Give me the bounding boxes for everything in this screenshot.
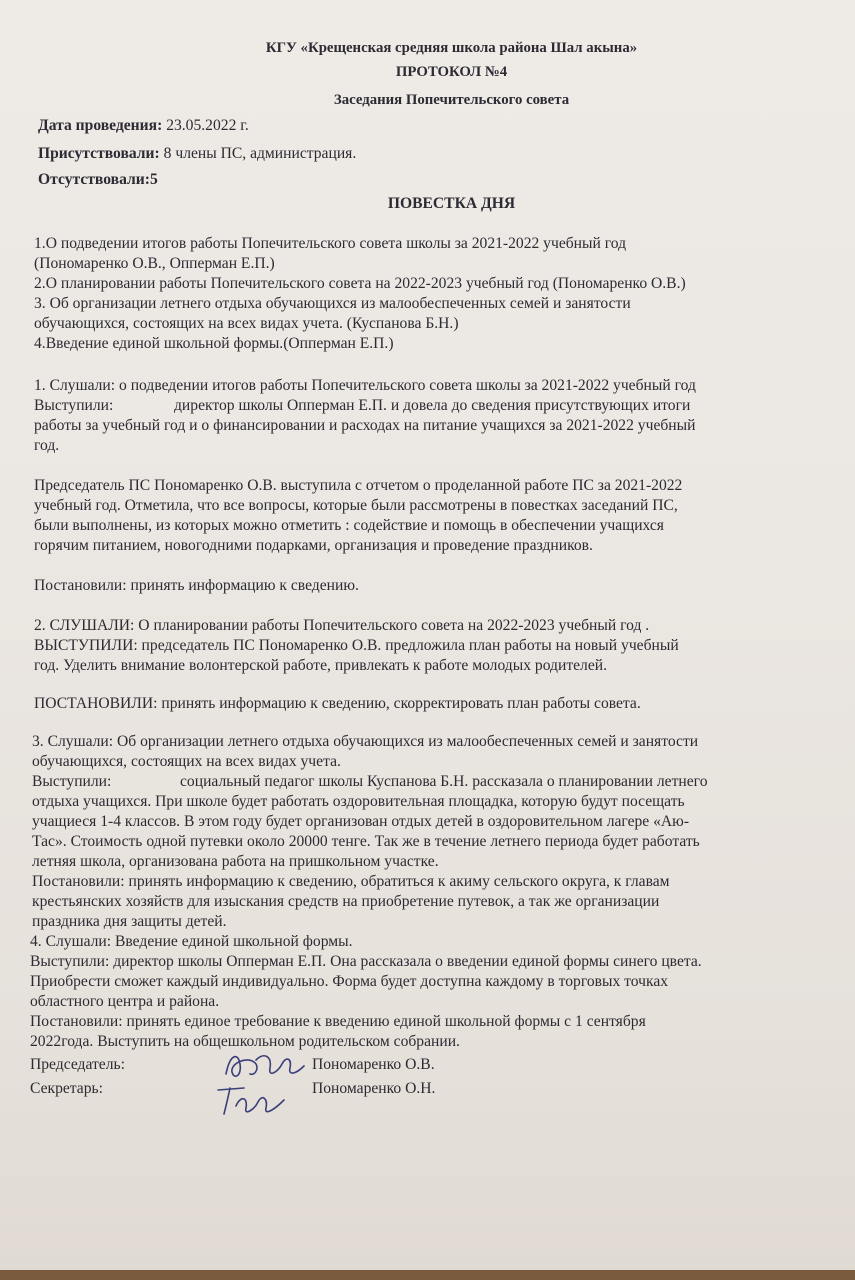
agenda-list (30, 234, 833, 354)
protocol-title: ПРОТОКОЛ №4 (395, 64, 508, 80)
date-value: 23.05.2022 г. (166, 117, 249, 134)
meta-absent (30, 170, 833, 190)
section-4-decided: 2022года. Выступить на общешкольном родительском собрании. (30, 1033, 460, 1050)
section-1-heard: 1. Слушали: о подведении итогов работы Попечительского совета школы за 2021-2022 учебный год (34, 377, 696, 394)
chair-role: Председатель: (30, 1056, 125, 1073)
section-1-spoke (34, 396, 833, 416)
school-name: КГУ «Крещенская средняя школа района Шал акына» (265, 40, 638, 56)
spoke-text: социальный педагог школы Куспанова Б.Н. рассказала о планировании летнего (180, 773, 708, 790)
section-3-decided: крестьянских хозяйств для изыскания средств на приобретение путевок, а так же организации (32, 893, 660, 910)
agenda-item: обучающихся, состоящих на всех видах учета. (Куспанова Б.Н.) (34, 315, 459, 332)
spoke-text: директор школы Опперман Е.П. и довела до сведения присутствующих итоги (174, 397, 691, 414)
meeting-title: Заседания Попечительского совета (333, 92, 570, 108)
section-3-decided: Постановили: принять информацию к сведению, обратиться к акиму сельского округа, к главам (32, 873, 670, 890)
section-3-heard: 3. Слушали: Об организации летнего отдыха обучающихся из малообеспеченных семей и занятости (32, 733, 699, 750)
spoke-label: Выступили: (34, 397, 114, 414)
section-3-decided: праздника дня защиты детей. (32, 913, 227, 930)
spoke-text: учащиеся 1-4 классов. В этом году будет организован отдых детей в оздоровительном лагере «Аю- (32, 813, 690, 830)
section-3-heard: обучающихся, состоящих на всех видах учета. (32, 753, 341, 770)
chair-signature-row (30, 1056, 833, 1078)
absent-value: 5 (149, 171, 158, 188)
section-2-spoke: год. Уделить внимание волонтерской работе, привлекать к работе молодых родителей. (34, 657, 607, 674)
section-4-spoke: Выступили: директор школы Опперман Е.П. Она рассказала о введении единой формы синего цвета. (30, 953, 702, 970)
section-1 (30, 376, 833, 596)
present-label: Присутствовали: (38, 145, 160, 162)
section-4-spoke: областного центра и района. (30, 993, 220, 1010)
secretary-signature-icon (214, 1080, 294, 1120)
agenda-item: (Пономаренко О.В., Опперман Е.П.) (34, 255, 275, 272)
spoke-text: отдыха учащихся. При школе будет работать оздоровительная площадка, которую будут посещать (32, 793, 685, 810)
chair-report-line: учебный год. Отметила, что все вопросы, которые были рассмотрены в повестках заседаний ПС, (34, 497, 678, 514)
bottom-edge (0, 1270, 855, 1280)
spoke-text: Тас». Стоимость одной путевки около 20000 тенге. Так же в течение летнего периода будет работать (32, 833, 700, 850)
spoke-label: Выступили: (32, 773, 112, 790)
section-1-decided: Постановили: принять информацию к сведению. (34, 577, 359, 594)
section-3 (30, 732, 833, 932)
section-2-heard: 2. СЛУШАЛИ: О планировании работы Попечительского совета на 2022-2023 учебный год . (34, 617, 650, 634)
date-label: Дата проведения: (38, 117, 163, 134)
absent-label: Отсутствовали: (38, 171, 150, 188)
secretary-name: Пономаренко О.Н. (312, 1080, 436, 1097)
section-4 (30, 932, 833, 1052)
spoke-text: работы за учебный год и о финансировании и расходах на питание учащихся за 2021-2022 учебный (34, 417, 696, 434)
spoke-text: год. (34, 437, 60, 454)
section-4-decided: Постановили: принять единое требование к введению единой школьной формы с 1 сентября (30, 1013, 646, 1030)
secretary-signature-row (30, 1080, 833, 1102)
agenda-item: 3. Об организации летнего отдыха обучающихся из малообеспеченных семей и занятости (34, 295, 631, 312)
meta-date (30, 116, 833, 136)
chair-report-line: горячим питанием, новогодними подарками, организация и проведение праздников. (34, 537, 593, 554)
chair-name: Пономаренко О.В. (312, 1056, 435, 1073)
chair-report-line: Председатель ПС Пономаренко О.В. выступила с отчетом о проделанной работе ПС за 2021-2022 (34, 477, 683, 494)
meta-present (30, 144, 833, 164)
secretary-role: Секретарь: (30, 1080, 103, 1097)
agenda-item: 1.О подведении итогов работы Попечительского совета школы за 2021-2022 учебный год (34, 235, 627, 252)
section-3-spoke (32, 772, 833, 792)
agenda-title: ПОВЕСТКА ДНЯ (387, 195, 516, 212)
section-4-heard: 4. Слушали: Введение единой школьной формы. (30, 933, 353, 950)
section-2-spoke: ВЫСТУПИЛИ: председатель ПС Пономаренко О.В. предложила план работы на новый учебный (34, 637, 679, 654)
present-value: 8 члены ПС, администрация. (163, 145, 357, 162)
signatures (30, 1056, 833, 1102)
agenda-item: 4.Введение единой школьной формы.(Опперман Е.П.) (34, 335, 394, 352)
section-2-decided: ПОСТАНОВИЛИ: принять информацию к сведению, скорректировать план работы совета. (34, 695, 641, 712)
chair-report (34, 476, 833, 556)
agenda-item: 2.О планировании работы Попечительского совета на 2022-2023 учебный год (Пономаренко О.В.) (34, 275, 686, 292)
chair-report-line: были выполнены, из которых можно отметить : содействие и помощь в обеспечении учащихся (34, 517, 664, 534)
section-4-spoke: Приобрести сможет каждый индивидуально. Форма будет доступна каждому в торговых точках (30, 973, 669, 990)
spoke-text: летняя школа, организована работа на пришкольном участке. (32, 853, 439, 870)
section-2 (30, 616, 833, 714)
